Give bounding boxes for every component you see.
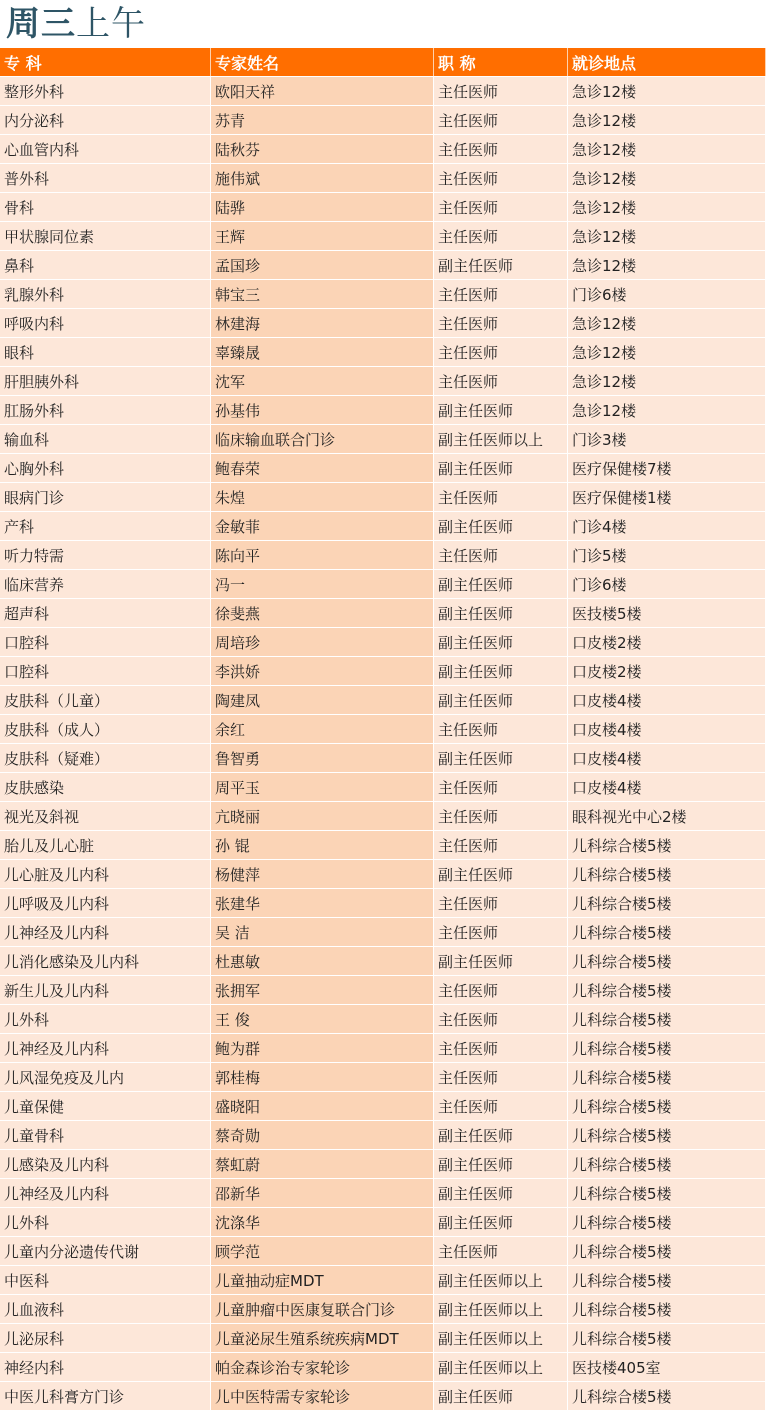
title-cell: 主任医师 bbox=[434, 163, 568, 192]
location-cell: 口皮楼4楼 bbox=[568, 743, 766, 772]
department-cell: 儿童保健 bbox=[0, 1091, 211, 1120]
title-cell: 副主任医师 bbox=[434, 250, 568, 279]
table-row bbox=[0, 859, 766, 888]
title-cell: 副主任医师 bbox=[434, 598, 568, 627]
department-cell: 中医儿科膏方门诊 bbox=[0, 1381, 211, 1410]
title-cell: 主任医师 bbox=[434, 1033, 568, 1062]
title-period: 上午 bbox=[76, 4, 146, 44]
department-cell: 口腔科 bbox=[0, 627, 211, 656]
expert-name-cell: 辜臻晟 bbox=[211, 337, 434, 366]
location-cell: 儿科综合楼5楼 bbox=[568, 1178, 766, 1207]
table-row bbox=[0, 1091, 766, 1120]
location-cell: 儿科综合楼5楼 bbox=[568, 1323, 766, 1352]
expert-name-cell: 鲍为群 bbox=[211, 1033, 434, 1062]
location-cell: 儿科综合楼5楼 bbox=[568, 917, 766, 946]
title-cell: 主任医师 bbox=[434, 134, 568, 163]
location-cell: 急诊12楼 bbox=[568, 192, 766, 221]
expert-name-cell: 陶建凤 bbox=[211, 685, 434, 714]
location-cell: 急诊12楼 bbox=[568, 221, 766, 250]
department-cell: 整形外科 bbox=[0, 76, 211, 105]
expert-name-cell: 王辉 bbox=[211, 221, 434, 250]
expert-name-cell: 韩宝三 bbox=[211, 279, 434, 308]
table-row bbox=[0, 395, 766, 424]
expert-name-cell: 吴 洁 bbox=[211, 917, 434, 946]
expert-name-cell: 孙基伟 bbox=[211, 395, 434, 424]
expert-name-cell: 冯一 bbox=[211, 569, 434, 598]
table-row bbox=[0, 1207, 766, 1236]
expert-name-cell: 林建海 bbox=[211, 308, 434, 337]
title-cell: 主任医师 bbox=[434, 337, 568, 366]
title-cell: 副主任医师以上 bbox=[434, 1323, 568, 1352]
expert-name-cell: 邵新华 bbox=[211, 1178, 434, 1207]
title-cell: 副主任医师 bbox=[434, 1381, 568, 1410]
title-cell: 副主任医师 bbox=[434, 656, 568, 685]
title-cell: 主任医师 bbox=[434, 279, 568, 308]
department-cell: 儿呼吸及儿内科 bbox=[0, 888, 211, 917]
expert-name-cell: 儿中医特需专家轮诊 bbox=[211, 1381, 434, 1410]
department-cell: 心血管内科 bbox=[0, 134, 211, 163]
expert-name-cell: 蔡奇勋 bbox=[211, 1120, 434, 1149]
location-cell: 儿科综合楼5楼 bbox=[568, 1004, 766, 1033]
table-row bbox=[0, 743, 766, 772]
department-cell: 乳腺外科 bbox=[0, 279, 211, 308]
expert-name-cell: 临床输血联合门诊 bbox=[211, 424, 434, 453]
department-cell: 皮肤感染 bbox=[0, 772, 211, 801]
location-cell: 儿科综合楼5楼 bbox=[568, 1062, 766, 1091]
expert-name-cell: 李洪娇 bbox=[211, 656, 434, 685]
table-row bbox=[0, 714, 766, 743]
department-cell: 儿童骨科 bbox=[0, 1120, 211, 1149]
title-cell: 主任医师 bbox=[434, 105, 568, 134]
expert-name-cell: 陈向平 bbox=[211, 540, 434, 569]
title-cell: 主任医师 bbox=[434, 308, 568, 337]
title-cell: 副主任医师以上 bbox=[434, 1352, 568, 1381]
expert-name-cell: 郭桂梅 bbox=[211, 1062, 434, 1091]
location-cell: 儿科综合楼5楼 bbox=[568, 946, 766, 975]
department-cell: 听力特需 bbox=[0, 540, 211, 569]
table-row bbox=[0, 1236, 766, 1265]
title-cell: 副主任医师 bbox=[434, 1149, 568, 1178]
department-cell: 儿消化感染及儿内科 bbox=[0, 946, 211, 975]
department-cell: 新生儿及儿内科 bbox=[0, 975, 211, 1004]
title-cell: 主任医师 bbox=[434, 975, 568, 1004]
expert-name-cell: 金敏菲 bbox=[211, 511, 434, 540]
expert-name-cell: 儿童肿瘤中医康复联合门诊 bbox=[211, 1294, 434, 1323]
department-cell: 超声科 bbox=[0, 598, 211, 627]
title-cell: 主任医师 bbox=[434, 1236, 568, 1265]
expert-name-cell: 鲍春荣 bbox=[211, 453, 434, 482]
table-row bbox=[0, 105, 766, 134]
location-cell: 儿科综合楼5楼 bbox=[568, 1381, 766, 1410]
expert-name-cell: 欧阳天祥 bbox=[211, 76, 434, 105]
department-cell: 儿风湿免疫及儿内 bbox=[0, 1062, 211, 1091]
title-cell: 副主任医师 bbox=[434, 511, 568, 540]
expert-name-cell: 帕金森诊治专家轮诊 bbox=[211, 1352, 434, 1381]
location-cell: 急诊12楼 bbox=[568, 105, 766, 134]
expert-name-cell: 蔡虹蔚 bbox=[211, 1149, 434, 1178]
table-row bbox=[0, 482, 766, 511]
title-cell: 副主任医师 bbox=[434, 569, 568, 598]
department-cell: 皮肤科（疑难） bbox=[0, 743, 211, 772]
title-cell: 主任医师 bbox=[434, 366, 568, 395]
title-day: 周三 bbox=[6, 4, 76, 44]
title-cell: 主任医师 bbox=[434, 1091, 568, 1120]
table-row bbox=[0, 1062, 766, 1091]
table-row bbox=[0, 453, 766, 482]
table-row bbox=[0, 511, 766, 540]
department-cell: 临床营养 bbox=[0, 569, 211, 598]
department-cell: 视光及斜视 bbox=[0, 801, 211, 830]
table-row bbox=[0, 424, 766, 453]
header-title: 职 称 bbox=[434, 48, 568, 76]
location-cell: 急诊12楼 bbox=[568, 76, 766, 105]
department-cell: 呼吸内科 bbox=[0, 308, 211, 337]
expert-name-cell: 张建华 bbox=[211, 888, 434, 917]
location-cell: 医疗保健楼7楼 bbox=[568, 453, 766, 482]
location-cell: 门诊5楼 bbox=[568, 540, 766, 569]
title-cell: 副主任医师以上 bbox=[434, 1294, 568, 1323]
department-cell: 肝胆胰外科 bbox=[0, 366, 211, 395]
table-row bbox=[0, 946, 766, 975]
department-cell: 儿童内分泌遗传代谢 bbox=[0, 1236, 211, 1265]
title-cell: 主任医师 bbox=[434, 772, 568, 801]
location-cell: 口皮楼2楼 bbox=[568, 627, 766, 656]
expert-name-cell: 苏青 bbox=[211, 105, 434, 134]
header-department: 专 科 bbox=[0, 48, 211, 76]
table-row bbox=[0, 192, 766, 221]
expert-name-cell: 徐斐燕 bbox=[211, 598, 434, 627]
department-cell: 眼科 bbox=[0, 337, 211, 366]
department-cell: 产科 bbox=[0, 511, 211, 540]
table-row bbox=[0, 337, 766, 366]
table-row bbox=[0, 772, 766, 801]
location-cell: 门诊6楼 bbox=[568, 569, 766, 598]
expert-name-cell: 儿童抽动症MDT bbox=[211, 1265, 434, 1294]
expert-name-cell: 周培珍 bbox=[211, 627, 434, 656]
table-row bbox=[0, 1323, 766, 1352]
table-row bbox=[0, 598, 766, 627]
department-cell: 儿感染及儿内科 bbox=[0, 1149, 211, 1178]
expert-name-cell: 儿童泌尿生殖系统疾病MDT bbox=[211, 1323, 434, 1352]
location-cell: 口皮楼2楼 bbox=[568, 656, 766, 685]
title-cell: 主任医师 bbox=[434, 192, 568, 221]
expert-name-cell: 孟国珍 bbox=[211, 250, 434, 279]
location-cell: 医技楼5楼 bbox=[568, 598, 766, 627]
expert-name-cell: 顾学范 bbox=[211, 1236, 434, 1265]
department-cell: 肛肠外科 bbox=[0, 395, 211, 424]
location-cell: 急诊12楼 bbox=[568, 134, 766, 163]
expert-name-cell: 周平玉 bbox=[211, 772, 434, 801]
title-cell: 副主任医师 bbox=[434, 1178, 568, 1207]
title-cell: 主任医师 bbox=[434, 1062, 568, 1091]
title-cell: 主任医师 bbox=[434, 540, 568, 569]
location-cell: 急诊12楼 bbox=[568, 395, 766, 424]
location-cell: 儿科综合楼5楼 bbox=[568, 975, 766, 1004]
table-row bbox=[0, 134, 766, 163]
expert-name-cell: 王 俊 bbox=[211, 1004, 434, 1033]
title-cell: 副主任医师 bbox=[434, 627, 568, 656]
title-cell: 主任医师 bbox=[434, 714, 568, 743]
location-cell: 急诊12楼 bbox=[568, 366, 766, 395]
table-row bbox=[0, 1149, 766, 1178]
title-cell: 副主任医师 bbox=[434, 1120, 568, 1149]
department-cell: 儿神经及儿内科 bbox=[0, 1178, 211, 1207]
title-cell: 副主任医师 bbox=[434, 946, 568, 975]
department-cell: 儿外科 bbox=[0, 1207, 211, 1236]
table-row bbox=[0, 801, 766, 830]
location-cell: 医疗保健楼1楼 bbox=[568, 482, 766, 511]
location-cell: 儿科综合楼5楼 bbox=[568, 1033, 766, 1062]
department-cell: 心胸外科 bbox=[0, 453, 211, 482]
table-row bbox=[0, 569, 766, 598]
expert-name-cell: 施伟斌 bbox=[211, 163, 434, 192]
expert-name-cell: 亢晓丽 bbox=[211, 801, 434, 830]
department-cell: 甲状腺同位素 bbox=[0, 221, 211, 250]
department-cell: 口腔科 bbox=[0, 656, 211, 685]
title-cell: 主任医师 bbox=[434, 830, 568, 859]
expert-name-cell: 鲁智勇 bbox=[211, 743, 434, 772]
table-row bbox=[0, 540, 766, 569]
expert-name-cell: 张拥军 bbox=[211, 975, 434, 1004]
title-cell: 副主任医师以上 bbox=[434, 424, 568, 453]
title-cell: 主任医师 bbox=[434, 1004, 568, 1033]
title-cell: 主任医师 bbox=[434, 482, 568, 511]
department-cell: 神经内科 bbox=[0, 1352, 211, 1381]
table-row bbox=[0, 830, 766, 859]
department-cell: 胎儿及儿心脏 bbox=[0, 830, 211, 859]
table-row bbox=[0, 627, 766, 656]
location-cell: 口皮楼4楼 bbox=[568, 772, 766, 801]
table-row bbox=[0, 163, 766, 192]
department-cell: 儿神经及儿内科 bbox=[0, 1033, 211, 1062]
header-location: 就诊地点 bbox=[568, 48, 766, 76]
location-cell: 急诊12楼 bbox=[568, 250, 766, 279]
location-cell: 儿科综合楼5楼 bbox=[568, 859, 766, 888]
title-cell: 副主任医师 bbox=[434, 395, 568, 424]
location-cell: 急诊12楼 bbox=[568, 163, 766, 192]
title-cell: 副主任医师 bbox=[434, 859, 568, 888]
table-row bbox=[0, 1178, 766, 1207]
title-cell: 主任医师 bbox=[434, 888, 568, 917]
table-row bbox=[0, 1004, 766, 1033]
title-cell: 副主任医师 bbox=[434, 453, 568, 482]
table-row bbox=[0, 975, 766, 1004]
expert-schedule-table bbox=[0, 48, 766, 1410]
location-cell: 急诊12楼 bbox=[568, 337, 766, 366]
table-row bbox=[0, 279, 766, 308]
expert-name-cell: 沈涤华 bbox=[211, 1207, 434, 1236]
table-row bbox=[0, 917, 766, 946]
location-cell: 急诊12楼 bbox=[568, 308, 766, 337]
table-row bbox=[0, 308, 766, 337]
table-row bbox=[0, 221, 766, 250]
location-cell: 门诊3楼 bbox=[568, 424, 766, 453]
department-cell: 皮肤科（儿童） bbox=[0, 685, 211, 714]
title-cell: 主任医师 bbox=[434, 917, 568, 946]
table-row bbox=[0, 685, 766, 714]
department-cell: 儿外科 bbox=[0, 1004, 211, 1033]
table-row bbox=[0, 250, 766, 279]
location-cell: 口皮楼4楼 bbox=[568, 714, 766, 743]
title-cell: 主任医师 bbox=[434, 221, 568, 250]
location-cell: 儿科综合楼5楼 bbox=[568, 1236, 766, 1265]
expert-name-cell: 孙 锟 bbox=[211, 830, 434, 859]
table-row bbox=[0, 656, 766, 685]
department-cell: 鼻科 bbox=[0, 250, 211, 279]
location-cell: 门诊6楼 bbox=[568, 279, 766, 308]
location-cell: 眼科视光中心2楼 bbox=[568, 801, 766, 830]
department-cell: 皮肤科（成人） bbox=[0, 714, 211, 743]
location-cell: 儿科综合楼5楼 bbox=[568, 830, 766, 859]
title-cell: 副主任医师 bbox=[434, 1207, 568, 1236]
location-cell: 儿科综合楼5楼 bbox=[568, 1120, 766, 1149]
location-cell: 门诊4楼 bbox=[568, 511, 766, 540]
location-cell: 儿科综合楼5楼 bbox=[568, 1207, 766, 1236]
expert-name-cell: 沈军 bbox=[211, 366, 434, 395]
department-cell: 儿泌尿科 bbox=[0, 1323, 211, 1352]
table-row bbox=[0, 1381, 766, 1410]
department-cell: 儿神经及儿内科 bbox=[0, 917, 211, 946]
location-cell: 儿科综合楼5楼 bbox=[568, 1091, 766, 1120]
header-expert-name: 专家姓名 bbox=[211, 48, 434, 76]
table-row bbox=[0, 366, 766, 395]
location-cell: 医技楼405室 bbox=[568, 1352, 766, 1381]
department-cell: 普外科 bbox=[0, 163, 211, 192]
department-cell: 儿心脏及儿内科 bbox=[0, 859, 211, 888]
department-cell: 骨科 bbox=[0, 192, 211, 221]
location-cell: 口皮楼4楼 bbox=[568, 685, 766, 714]
expert-name-cell: 朱煌 bbox=[211, 482, 434, 511]
title-cell: 副主任医师 bbox=[434, 743, 568, 772]
table-row bbox=[0, 1352, 766, 1381]
department-cell: 儿血液科 bbox=[0, 1294, 211, 1323]
department-cell: 中医科 bbox=[0, 1265, 211, 1294]
table-body bbox=[0, 76, 766, 1410]
table-header-row bbox=[0, 48, 766, 76]
title-cell: 副主任医师 bbox=[434, 685, 568, 714]
department-cell: 眼病门诊 bbox=[0, 482, 211, 511]
expert-name-cell: 杜惠敏 bbox=[211, 946, 434, 975]
schedule-title bbox=[0, 0, 766, 48]
table-row bbox=[0, 1294, 766, 1323]
location-cell: 儿科综合楼5楼 bbox=[568, 1294, 766, 1323]
expert-name-cell: 陆骅 bbox=[211, 192, 434, 221]
table-row bbox=[0, 1265, 766, 1294]
location-cell: 儿科综合楼5楼 bbox=[568, 888, 766, 917]
table-row bbox=[0, 76, 766, 105]
department-cell: 内分泌科 bbox=[0, 105, 211, 134]
location-cell: 儿科综合楼5楼 bbox=[568, 1149, 766, 1178]
expert-name-cell: 盛晓阳 bbox=[211, 1091, 434, 1120]
table-row bbox=[0, 1120, 766, 1149]
expert-name-cell: 杨健萍 bbox=[211, 859, 434, 888]
location-cell: 儿科综合楼5楼 bbox=[568, 1265, 766, 1294]
title-cell: 副主任医师以上 bbox=[434, 1265, 568, 1294]
table-row bbox=[0, 1033, 766, 1062]
expert-name-cell: 陆秋芬 bbox=[211, 134, 434, 163]
table-row bbox=[0, 888, 766, 917]
department-cell: 输血科 bbox=[0, 424, 211, 453]
title-cell: 主任医师 bbox=[434, 76, 568, 105]
title-cell: 主任医师 bbox=[434, 801, 568, 830]
expert-name-cell: 余红 bbox=[211, 714, 434, 743]
